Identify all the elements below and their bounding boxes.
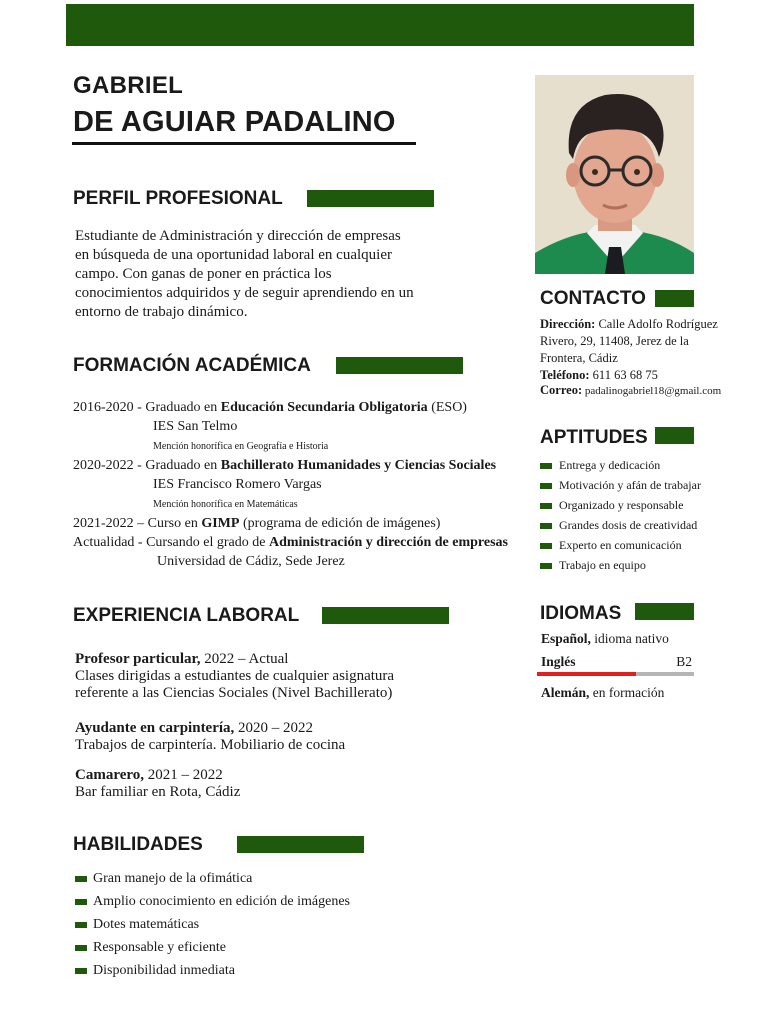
experiencia-title-bar <box>322 607 449 624</box>
habilidades-list <box>75 871 350 986</box>
habilidades-title-bar <box>237 836 364 853</box>
experiencia-desc: Bar familiar en Rota, Cádiz <box>75 784 241 800</box>
formacion-sep: – <box>133 516 148 531</box>
bullet-marker <box>75 922 87 928</box>
formacion-degree: GIMP <box>201 516 240 531</box>
bullet-marker <box>540 483 552 489</box>
name-underline <box>72 142 416 145</box>
formacion-degree: Administración y dirección de empresas <box>268 535 508 550</box>
experiencia-dates: 2021 – 2022 <box>144 767 223 783</box>
experiencia-desc: Trabajos de carpintería. Mobiliario de cocina <box>75 737 346 753</box>
formacion-period: 2016-2020 <box>73 400 134 415</box>
experiencia-dates: 2022 – Actual <box>200 651 289 667</box>
idioma-level: B2 <box>676 654 692 669</box>
profile-photo <box>535 75 694 274</box>
aptitud-label: Grandes dosis de creatividad <box>559 518 698 532</box>
idioma-lang: Español, <box>541 631 591 646</box>
language-proficiency-bar <box>537 672 694 676</box>
habilidad-label: Gran manejo de la ofimática <box>93 871 253 886</box>
idiomas-title: IDIOMAS <box>540 603 622 624</box>
aptitud-label: Experto en comunicación <box>559 538 682 552</box>
habilidad-label: Disponibilidad inmediata <box>93 963 235 978</box>
bullet-marker <box>540 563 552 569</box>
perfil-title-bar <box>307 190 434 207</box>
perfil-text <box>75 227 414 322</box>
aptitud-item <box>540 558 701 578</box>
experiencia-item <box>75 651 394 702</box>
habilidad-item <box>75 963 350 986</box>
phone-value: 611 63 68 75 <box>589 368 658 382</box>
idioma-level: en formación <box>589 685 665 700</box>
contacto-title: CONTACTO <box>540 288 646 309</box>
experiencia-role: Ayudante en carpintería, <box>75 720 235 736</box>
last-name: DE AGUIAR PADALINO <box>73 106 396 138</box>
perfil-line: campo. Con ganas de poner en práctica los <box>75 266 332 282</box>
habilidades-title: HABILIDADES <box>73 834 203 855</box>
language-bar-fill <box>537 672 636 676</box>
aptitud-item <box>540 538 701 558</box>
bullet-marker <box>75 876 87 882</box>
habilidad-item <box>75 940 350 963</box>
header-bar <box>66 4 694 46</box>
formacion-place: IES San Telmo <box>153 419 238 434</box>
perfil-line: entorno de trabajo dinámico. <box>75 304 248 320</box>
bullet-marker <box>75 968 87 974</box>
aptitudes-title-bar <box>655 427 694 444</box>
formacion-period: 2021-2022 <box>73 516 134 531</box>
formacion-title-bar <box>336 357 463 374</box>
habilidad-item <box>75 871 350 894</box>
bullet-marker <box>540 503 552 509</box>
address-line: Frontera, Cádiz <box>540 351 618 365</box>
perfil-title: PERFIL PROFESIONAL <box>73 188 283 209</box>
aptitud-label: Trabajo en equipo <box>559 558 646 572</box>
experiencia-dates: 2020 – 2022 <box>234 720 314 736</box>
bullet-marker <box>540 523 552 529</box>
bullet-marker <box>75 945 87 951</box>
aptitud-label: Entrega y dedicación <box>559 458 661 472</box>
address-line: Calle Adolfo Rodríguez <box>595 317 718 331</box>
formacion-item <box>73 458 496 474</box>
formacion-pre: Graduado en <box>145 458 221 473</box>
habilidad-label: Responsable y eficiente <box>93 940 226 955</box>
formacion-sep: - <box>133 458 146 473</box>
idioma-item <box>541 631 669 647</box>
formacion-degree: Educación Secundaria Obligatoria <box>220 400 428 415</box>
contacto-title-bar <box>655 290 694 307</box>
contacto-address <box>540 316 718 384</box>
aptitud-item <box>540 498 701 518</box>
aptitudes-list <box>540 458 701 578</box>
formacion-place: IES Francisco Romero Vargas <box>153 477 322 492</box>
formacion-post: (ESO) <box>427 400 467 415</box>
formacion-sep: - <box>134 535 147 550</box>
habilidad-label: Amplio conocimiento en edición de imágenes <box>93 894 350 909</box>
idioma-item <box>541 685 664 701</box>
perfil-line: en búsqueda de una oportunidad laboral en cualquier <box>75 247 392 263</box>
habilidad-item <box>75 894 350 917</box>
aptitud-label: Organizado y responsable <box>559 498 684 512</box>
experiencia-desc: referente a las Ciencias Sociales (Nivel Bachillerato) <box>75 685 393 701</box>
aptitud-item <box>540 518 701 538</box>
idiomas-title-bar <box>635 603 694 620</box>
formacion-period: Actualidad <box>73 535 135 550</box>
formacion-pre: Cursando el grado de <box>146 535 269 550</box>
aptitud-item <box>540 458 701 478</box>
habilidad-item <box>75 917 350 940</box>
idioma-item <box>541 654 692 670</box>
formacion-note: Mención honorífica en Geografía e Historia <box>153 441 329 452</box>
formacion-item <box>73 516 440 532</box>
idioma-lang: Inglés <box>541 654 576 669</box>
formacion-sep: - <box>133 400 146 415</box>
idioma-lang: Alemán, <box>541 685 590 700</box>
formacion-pre: Curso en <box>147 516 202 531</box>
perfil-line: conocimientos adquiridos y de seguir aprendiendo en un <box>75 285 414 301</box>
experiencia-item <box>75 720 345 754</box>
idioma-level: idioma nativo <box>590 631 669 646</box>
formacion-item <box>73 400 467 416</box>
contacto-email <box>540 383 721 398</box>
aptitudes-title: APTITUDES <box>540 427 648 448</box>
bullet-marker <box>540 463 552 469</box>
formacion-place: Universidad de Cádiz, Sede Jerez <box>157 554 345 569</box>
bullet-marker <box>540 543 552 549</box>
experiencia-desc: Clases dirigidas a estudiantes de cualquier asignatura <box>75 668 395 684</box>
phone-label: Teléfono: <box>540 368 590 382</box>
address-label: Dirección: <box>540 317 596 331</box>
first-name: GABRIEL <box>73 72 184 99</box>
formacion-title: FORMACIÓN ACADÉMICA <box>73 355 311 376</box>
formacion-pre: Graduado en <box>145 400 221 415</box>
address-line: Rivero, 29, 11408, Jerez de la <box>540 334 689 348</box>
formacion-note: Mención honorífica en Matemáticas <box>153 499 298 510</box>
formacion-period: 2020-2022 <box>73 458 134 473</box>
formacion-degree: Bachillerato Humanidades y Ciencias Sociales <box>220 458 497 473</box>
experiencia-title: EXPERIENCIA LABORAL <box>73 605 300 626</box>
aptitud-label: Motivación y afán de trabajar <box>559 478 701 492</box>
perfil-line: Estudiante de Administración y dirección de empresas <box>75 228 401 244</box>
aptitud-item <box>540 478 701 498</box>
habilidad-label: Dotes matemáticas <box>93 917 200 932</box>
email-label: Correo: <box>540 383 583 397</box>
formacion-item <box>73 535 508 551</box>
email-value: padalinogabriel18@gmail.com <box>582 385 722 397</box>
formacion-post: (programa de edición de imágenes) <box>239 516 441 531</box>
experiencia-role: Profesor particular, <box>75 651 201 667</box>
experiencia-role: Camarero, <box>75 767 145 783</box>
bullet-marker <box>75 899 87 905</box>
experiencia-item <box>75 767 240 801</box>
